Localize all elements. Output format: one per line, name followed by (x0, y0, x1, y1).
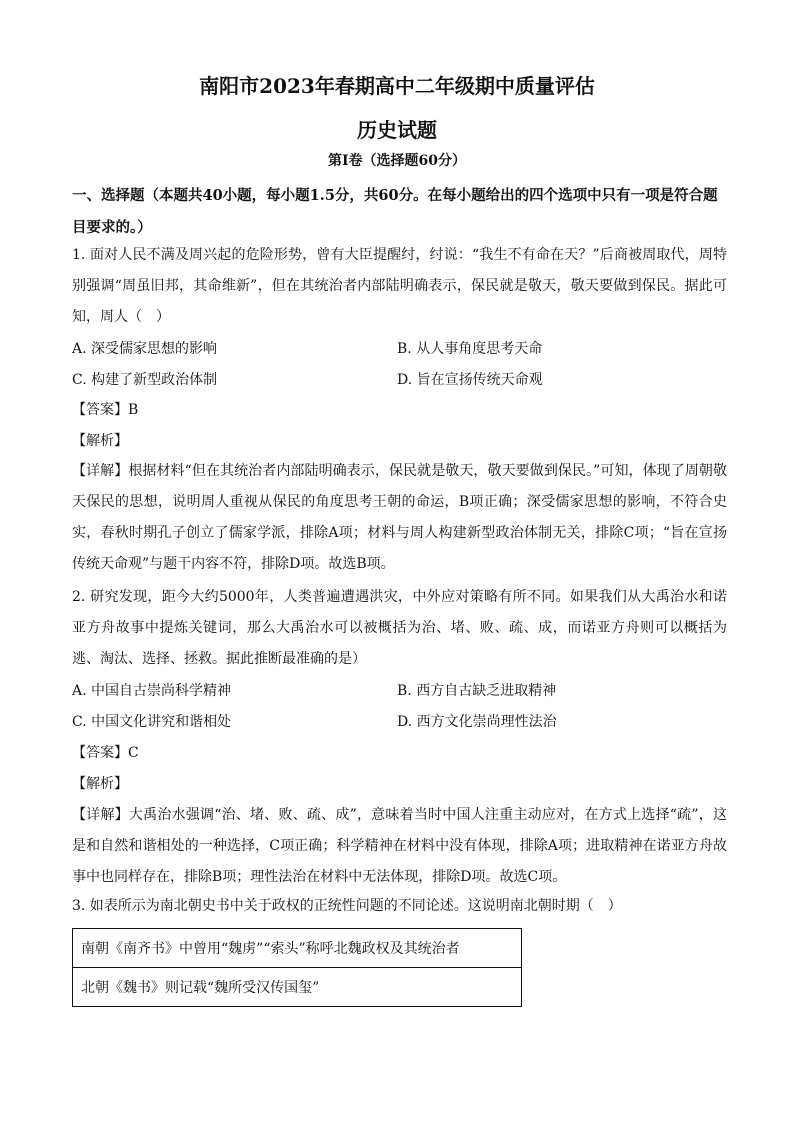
q2-option-d: D. 西方文化崇尚理性法治 (397, 714, 557, 730)
table-row (73, 929, 522, 968)
q2-stem: 2. 研究发现，距今大约5000年，人类普遍遭遇洪灾，中外应对策略有所不同。如果我们从大禹治水和诺亚方舟故事中提炼关键词，那么大禹治水可以被概括为治、堵、败、疏、成，而诺亚方舟则可以概括为逃、淘汰、选择、拯救。据此推断最准确的是） (72, 589, 727, 667)
section-heading: 一、选择题（本题共40小题，每小题1.5分，共60分。在每小题给出的四个选项中只有一项是符合题目要求的。） (72, 187, 718, 236)
q3-table (72, 928, 522, 1007)
q2-option-a: A. 中国自古崇尚科学精神 (72, 683, 232, 699)
table-cell: 南朝《南齐书》中曾用“魏虏”“索头”称呼北魏政权及其统治者 (73, 929, 522, 968)
q1-option-a: A. 深受儒家思想的影响 (72, 341, 218, 357)
q2-option-c: C. 中国文化讲究和谐相处 (72, 714, 232, 730)
q2-answer: 【答案】C (72, 745, 139, 761)
q3-stem: 3. 如表所示为南北朝史书中关于政权的正统性问题的不同论述。这说明南北朝时期（ ） (72, 898, 622, 914)
table-row (73, 968, 522, 1007)
q1-stem: 1. 面对人民不满及周兴起的危险形势，曾有大臣提醒纣，纣说：“我生不有命在天？”后商被周取代，周特别强调“周虽旧邦，其命维新”，但在其统治者内部陆明确表示，保民就是敬天，敬天要做到保民。据此可知，周人（ ） (72, 247, 727, 325)
q2-analysis-label: 【解析】 (72, 776, 128, 792)
table-cell: 北朝《魏书》则记载“魏所受汉传国玺” (73, 968, 522, 1007)
subject-title: 历史试题 (357, 118, 437, 142)
q2-option-b: B. 西方自古缺乏进取精神 (397, 683, 557, 699)
q1-analysis-label: 【解析】 (72, 433, 128, 449)
q1-answer: 【答案】B (72, 402, 139, 418)
q1-option-c: C. 构建了新型政治体制 (72, 372, 218, 388)
q1-option-b: B. 从人事角度思考天命 (397, 341, 543, 357)
exam-title: 南阳市2023年春期高中二年级期中质量评估 (199, 74, 595, 98)
q2-detail: 【详解】大禹治水强调“治、堵、败、疏、成”，意味着当时中国人注重主动应对，在方式上选择“疏”，这是和自然和谐相处的一种选择，C项正确；科学精神在材料中没有体现，排除A项；进取精神在诺亚方舟故事中也同样存在，排除B项；理性法治在材料中无法体现，排除D项。故选C项。 (72, 807, 727, 885)
volume-heading: 第Ⅰ卷（选择题60分） (327, 153, 467, 169)
q1-option-d: D. 旨在宣扬传统天命观 (397, 372, 543, 388)
q1-detail: 【详解】根据材料“但在其统治者内部陆明确表示，保民就是敬天，敬天要做到保民。”可知，体现了周朝敬天保民的思想，说明周人重视从保民的角度思考王朝的命运，B项正确；深受儒家思想的影响，不符合史实，春秋时期孔子创立了儒家学派，排除A项；材料与周人构建新型政治体制无关，排除C项；“旨在宣扬传统天命观”与题干内容不符，排除D项。故选B项。 (72, 463, 727, 572)
